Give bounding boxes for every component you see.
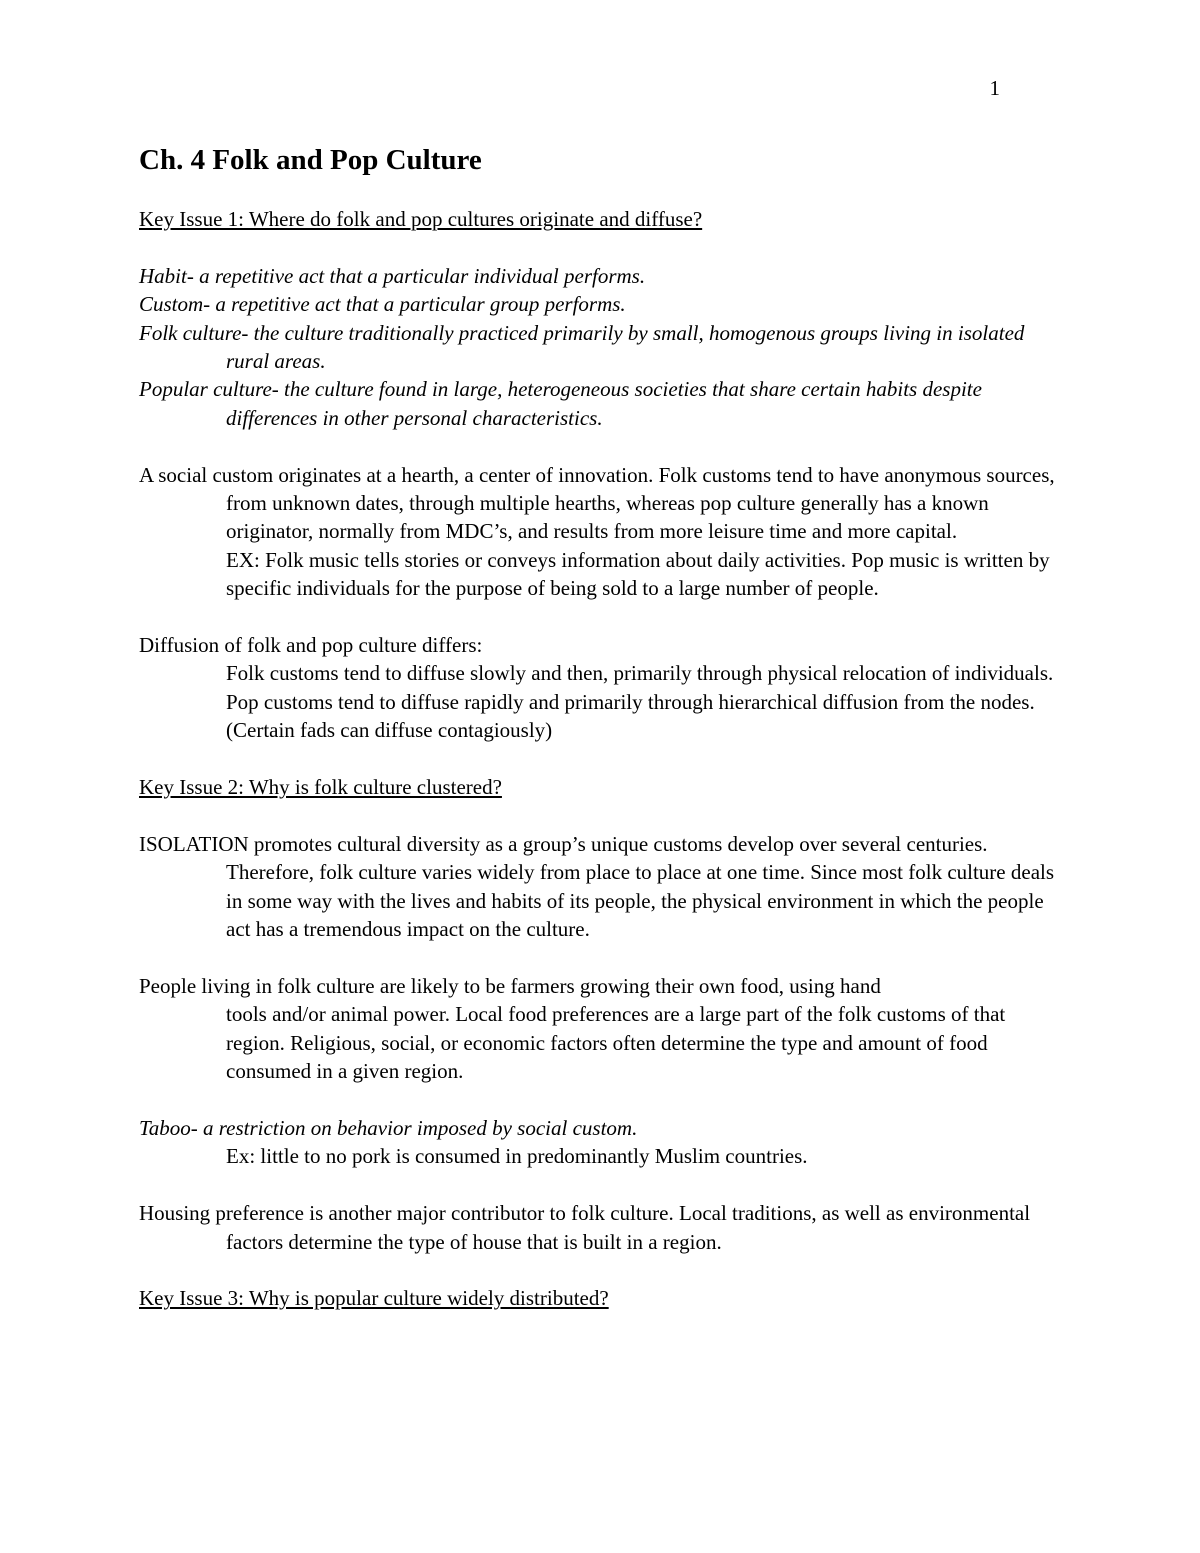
- origin-paragraph: A social custom originates at a hearth, a center of innovation. Folk customs tend to have anonymous sources, from unknown dates, through multiple hearths, whereas pop culture generally has a known originator, normally from MDC’s, and results from more leisure time and more capital.: [139, 462, 1055, 544]
- taboo-example: Ex: little to no pork is consumed in predominantly Muslim countries.: [226, 1144, 808, 1169]
- key-issue-2-heading: Key Issue 2: Why is folk culture clustered?: [139, 775, 502, 800]
- document-body: [139, 141, 1069, 1313]
- definition-popular-culture: Popular culture- the culture found in large, heterogeneous societies that share certain habits despite differences in other personal characteristics.: [139, 377, 982, 430]
- definition-taboo: Taboo- a restriction on behavior imposed by social custom.: [139, 1115, 638, 1140]
- food-first-line: People living in folk culture are likely to be farmers growing their own food, using hand: [139, 973, 881, 998]
- diffusion-pop: Pop customs tend to diffuse rapidly and primarily through hierarchical diffusion from the nodes. (Certain fads can diffuse contagiously): [226, 689, 1035, 743]
- key-issue-3-heading: Key Issue 3: Why is popular culture widely distributed?: [139, 1286, 609, 1311]
- diffusion-intro: Diffusion of folk and pop culture differs:: [139, 633, 483, 658]
- definition-custom: Custom- a repetitive act that a particular group performs.: [139, 292, 626, 317]
- diffusion-folk: Folk customs tend to diffuse slowly and then, primarily through physical relocation of individuals.: [226, 661, 1054, 686]
- housing-paragraph: Housing preference is another major contributor to folk culture. Local traditions, as well as environmental factors determine the type of house that is built in a region.: [139, 1201, 1031, 1254]
- chapter-title: Ch. 4 Folk and Pop Culture: [139, 144, 482, 176]
- food-paragraph-rest: tools and/or animal power. Local food preferences are a large part of the folk customs of that region. Religious, social, or economic factors often determine the type and amount of food consumed in a given region.: [226, 1002, 1006, 1084]
- definition-folk-culture: Folk culture- the culture traditionally practiced primarily by small, homogenous groups living in isolated rural areas.: [139, 320, 1025, 374]
- key-issue-1-heading: Key Issue 1: Where do folk and pop cultures originate and diffuse?: [139, 207, 703, 231]
- isolation-paragraph: ISOLATION promotes cultural diversity as a group’s unique customs develop over several centuries. Therefore, folk culture varies widely from place to place at one time. Since most folk culture deals in some way with the lives and habits of its people, the physical environment in which the people act has a tremendous impact on the culture.: [139, 831, 1055, 942]
- definition-habit: Habit- a repetitive act that a particular individual performs.: [139, 263, 646, 288]
- page-number: 1: [989, 76, 1000, 100]
- origin-example: EX: Folk music tells stories or conveys information about daily activities. Pop music is written by specific individuals for the purpose of being sold to a large number of people.: [226, 547, 1050, 601]
